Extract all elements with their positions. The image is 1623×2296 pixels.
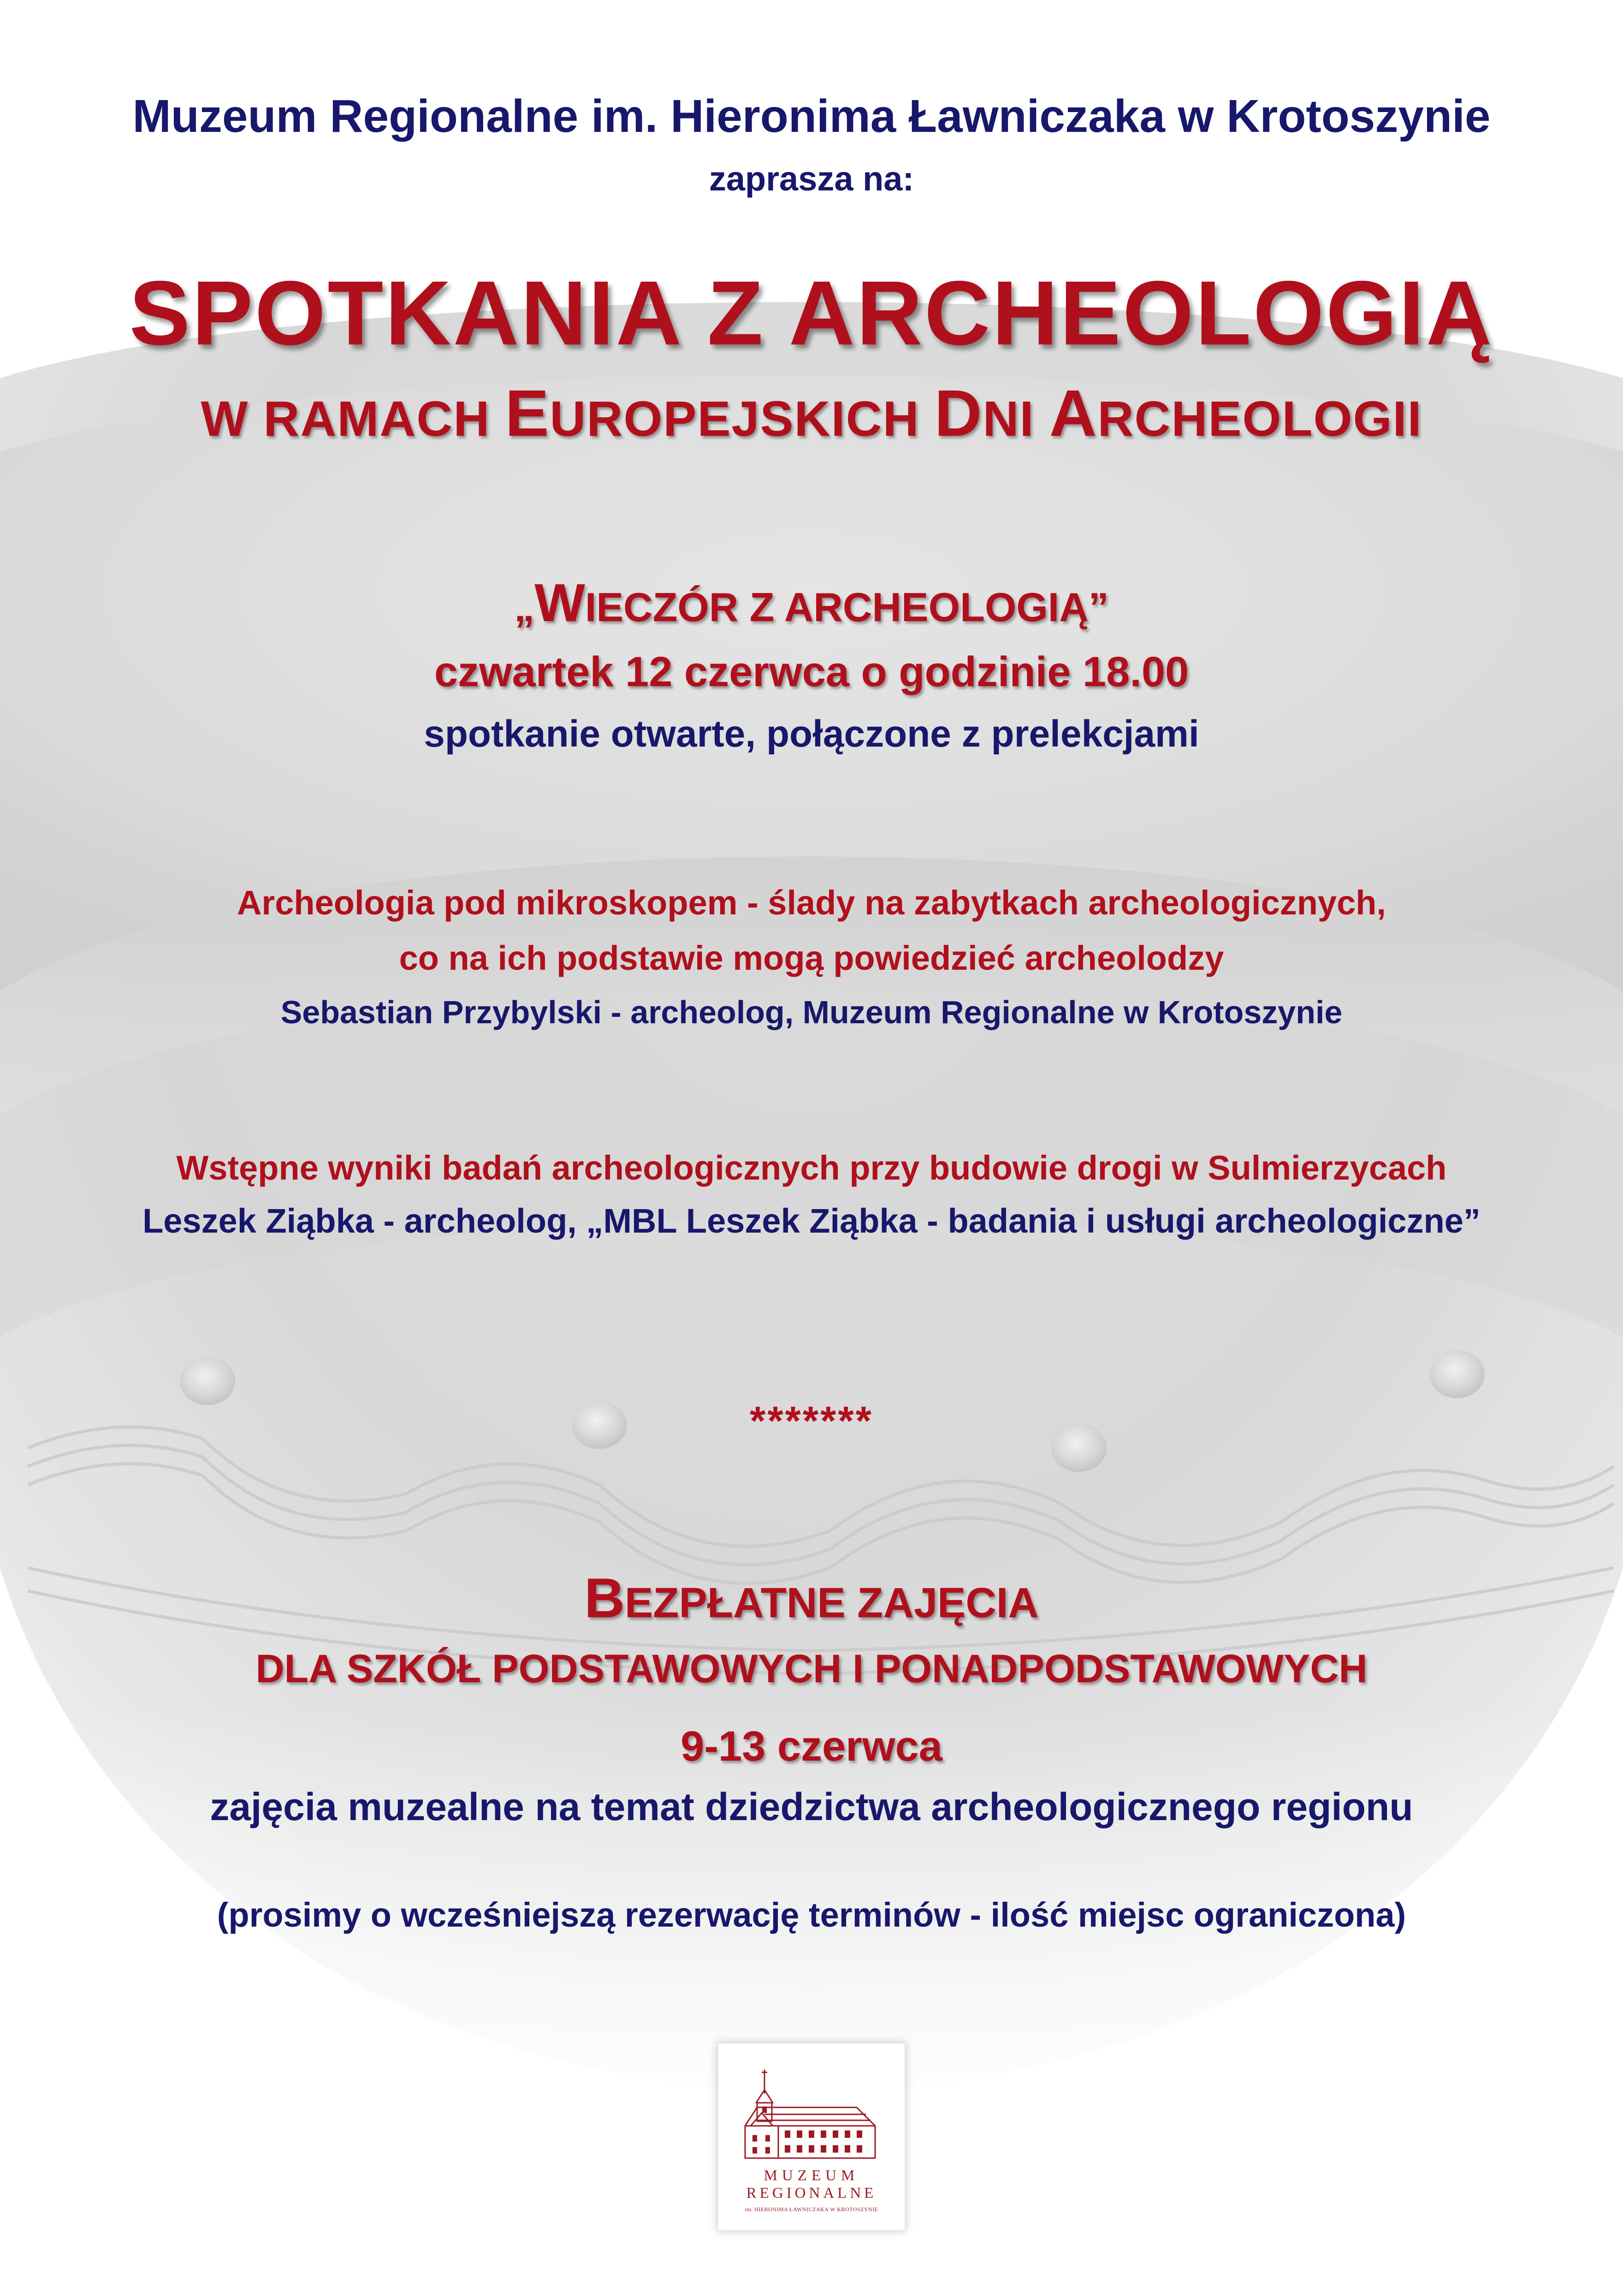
- main-title: SPOTKANIA Z ARCHEOLOGIĄ: [129, 262, 1494, 364]
- separator-stars: *******: [750, 1398, 873, 1443]
- reservation-note: (prosimy o wcześniejszą rezerwację terminów - ilość miejsc ograniczona): [217, 1896, 1406, 1934]
- classes-description: zajęcia muzealne na temat dziedzictwa archeologicznego regionu: [210, 1785, 1413, 1828]
- subtitle-part: UROPEJSKICH: [550, 391, 935, 446]
- subtitle-initial: A: [1049, 377, 1098, 450]
- evening-title-part: IECZÓR Z ARCHEOLOGIĄ”: [585, 584, 1109, 630]
- lecture2-title: Wstępne wyniki badań archeologicznych przy budowie drogi w Sulmierzycach: [176, 1149, 1447, 1187]
- lecture1-title: Archeologia pod mikroskopem - ślady na zabytkach archeologicznych,: [237, 884, 1386, 922]
- classes-title-initial: B: [584, 1566, 625, 1629]
- evening-event-description: spotkanie otwarte, połączone z prelekcjami: [424, 713, 1199, 755]
- logo-caption: im. HIERONIMA ŁAWNICZAKA W KROTOSZYNIE: [745, 2206, 878, 2213]
- subtitle-part: RCHEOLOGII: [1097, 391, 1422, 446]
- subtitle-initial: E: [505, 377, 550, 450]
- museum-logo: [717, 2043, 906, 2231]
- invite-text: zaprasza na:: [709, 160, 914, 198]
- subtitle: [0, 376, 1623, 451]
- classes-title: [0, 1566, 1623, 1630]
- subtitle-initial: D: [934, 377, 983, 450]
- evening-title-part: „: [514, 584, 535, 630]
- evening-title-initial: W: [534, 573, 585, 633]
- museum-name-heading: Muzeum Regionalne im. Hieronima Ławniczaka w Krotoszynie: [132, 90, 1491, 142]
- logo-word-regionalne: REGIONALNE: [746, 2185, 877, 2201]
- lecture2-speaker: Leszek Ziąbka - archeolog, „MBL Leszek Ziąbka - badania i usługi archeologiczne”: [142, 1202, 1481, 1240]
- logo-word-muzeum: MUZEUM: [764, 2167, 859, 2184]
- museum-building-icon: [737, 2061, 886, 2163]
- classes-title-part: EZPŁATNE ZAJĘCIA: [624, 1579, 1039, 1626]
- subtitle-part: W RAMACH: [201, 391, 505, 446]
- lecture1-speaker: Sebastian Przybylski - archeolog, Muzeum Regionalne w Krotoszynie: [280, 994, 1343, 1030]
- lecture1-subtitle: co na ich podstawie mogą powiedzieć archeolodzy: [399, 939, 1224, 977]
- subtitle-part: NI: [983, 391, 1049, 446]
- evening-event-date: czwartek 12 czerwca o godzinie 18.00: [434, 648, 1189, 695]
- classes-date: 9-13 czerwca: [681, 1723, 942, 1770]
- evening-event-title: [0, 572, 1623, 634]
- classes-subtitle: DLA SZKÓŁ PODSTAWOWYCH I PONADPODSTAWOWYCH: [255, 1647, 1368, 1691]
